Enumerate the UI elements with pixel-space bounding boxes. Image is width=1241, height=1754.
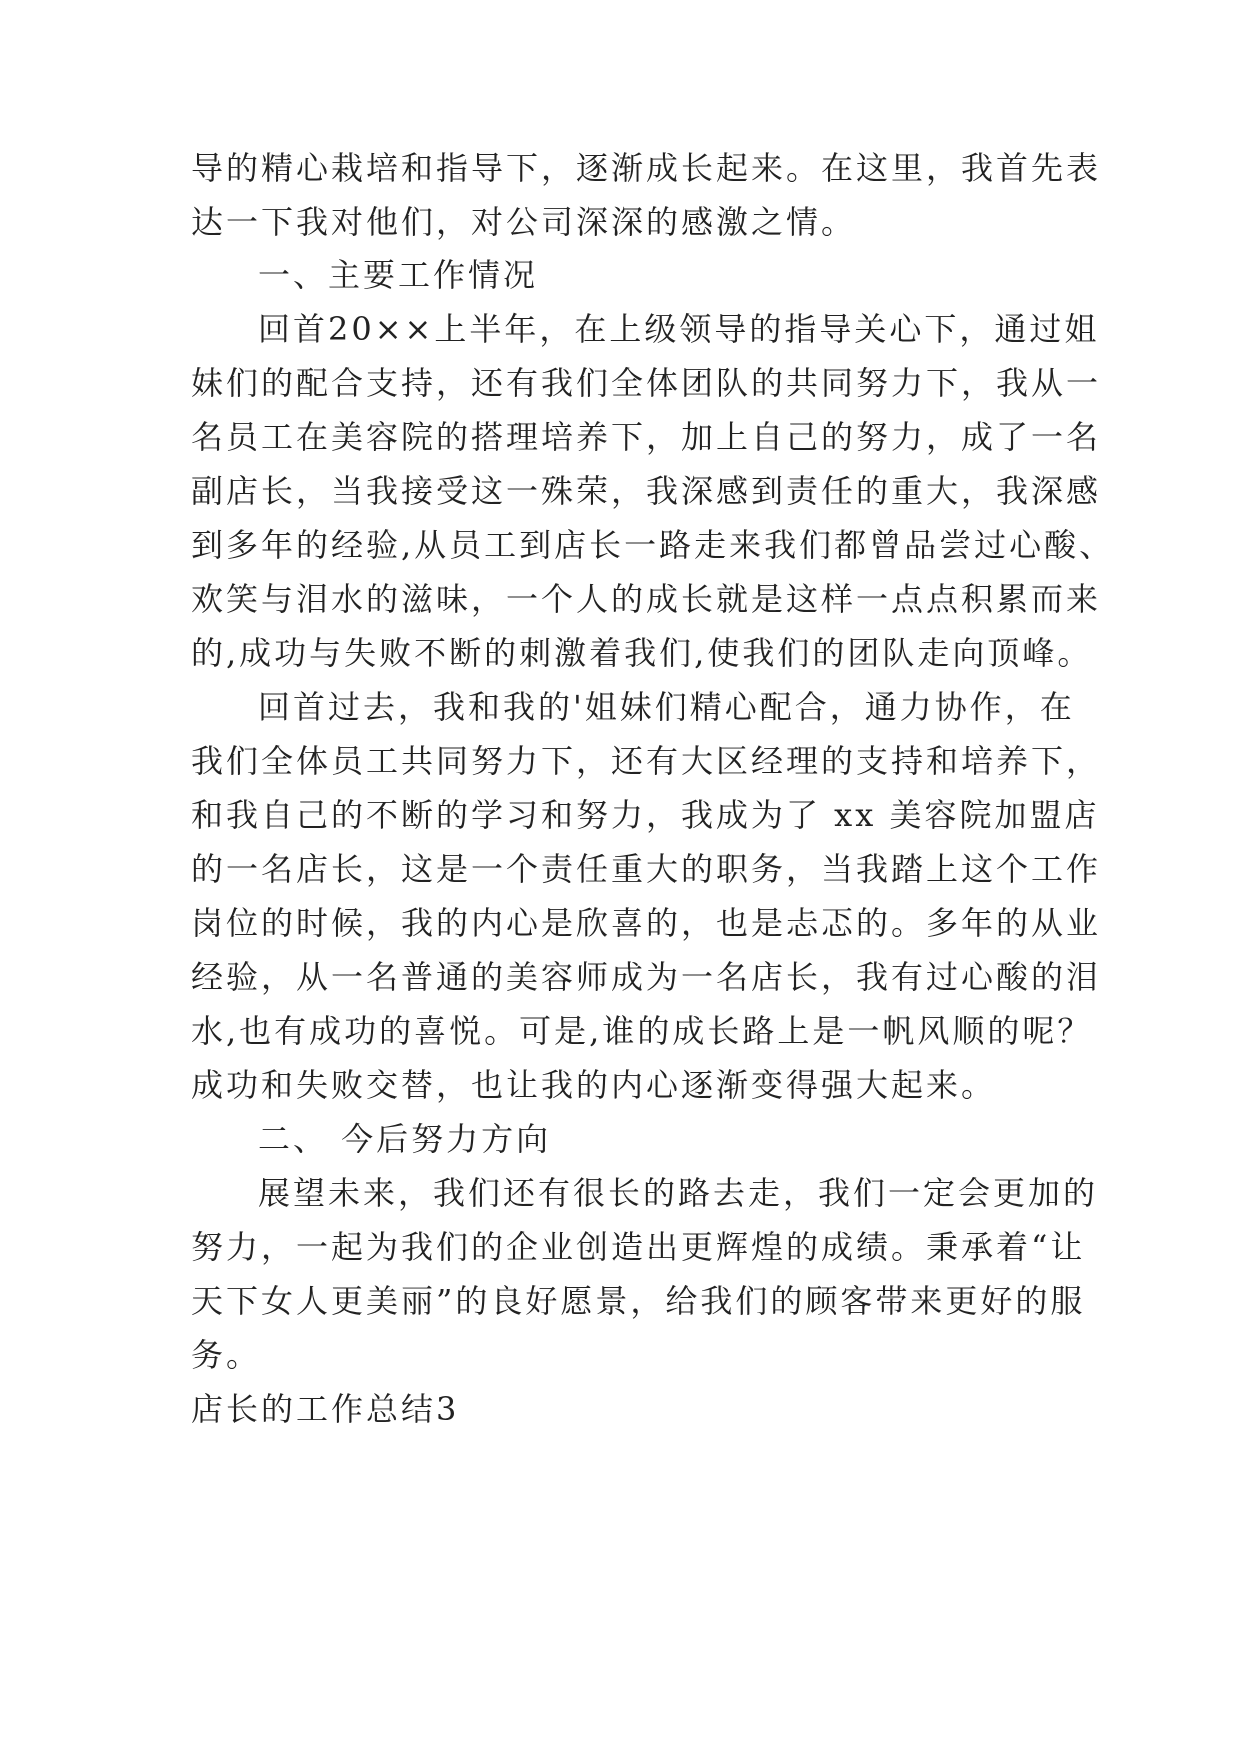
text-line: 回首20××上半年，在上级领导的指导关心下，通过姐: [258, 310, 1100, 348]
text-line: 妹们的配合支持，还有我们全体团队的共同努力下，我从一: [191, 364, 1102, 402]
text-line: 岗位的时候，我的内心是欣喜的，也是忐忑的。多年的从业: [191, 904, 1102, 942]
text-line: 回首过去，我和我的'姐妹们精心配合，通力协作，在: [258, 688, 1075, 726]
text-line: 努力，一起为我们的企业创造出更辉煌的成绩。秉承着“让: [191, 1228, 1086, 1266]
text-line: 展望未来，我们还有很长的路去走，我们一定会更加的: [258, 1174, 1099, 1212]
text-line: 我们全体员工共同努力下，还有大区经理的支持和培养下，: [191, 742, 1102, 780]
text-line: 到多年的经验,从员工到店长一路走来我们都曾品尝过心酸、: [191, 526, 1115, 564]
text-line: 欢笑与泪水的滋味，一个人的成长就是这样一点点积累而来: [191, 580, 1102, 618]
section-heading-2: 二、 今后努力方向: [258, 1120, 552, 1158]
text-line: 副店长，当我接受这一殊荣，我深感到责任的重大，我深感: [191, 472, 1102, 510]
text-line: 成功和失败交替，也让我的内心逐渐变得强大起来。: [191, 1066, 997, 1104]
text-line: 经验，从一名普通的美容师成为一名店长，我有过心酸的泪: [191, 958, 1102, 996]
text-line: 名员工在美容院的搭理培养下，加上自己的努力，成了一名: [191, 418, 1102, 456]
document-title: 店长的工作总结3: [191, 1390, 460, 1428]
text-line: 天下女人更美丽”的良好愿景，给我们的顾客带来更好的服: [191, 1282, 1086, 1320]
text-line: 导的精心栽培和指导下，逐渐成长起来。在这里，我首先表: [191, 149, 1102, 187]
text-line: 的,成功与失败不断的刺激着我们,使我们的团队走向顶峰。: [191, 634, 1093, 672]
text-line: 水,也有成功的喜悦。可是,谁的成长路上是一帆风顺的呢？: [191, 1012, 1093, 1050]
text-line: 的一名店长，这是一个责任重大的职务，当我踏上这个工作: [191, 850, 1102, 888]
section-heading-1: 一、主要工作情况: [258, 256, 539, 294]
text-line: 和我自己的不断的学习和努力，我成为了 xx 美容院加盟店: [191, 796, 1100, 834]
text-line: 务。: [191, 1336, 262, 1374]
text-line: 达一下我对他们，对公司深深的感激之情。: [191, 203, 857, 241]
